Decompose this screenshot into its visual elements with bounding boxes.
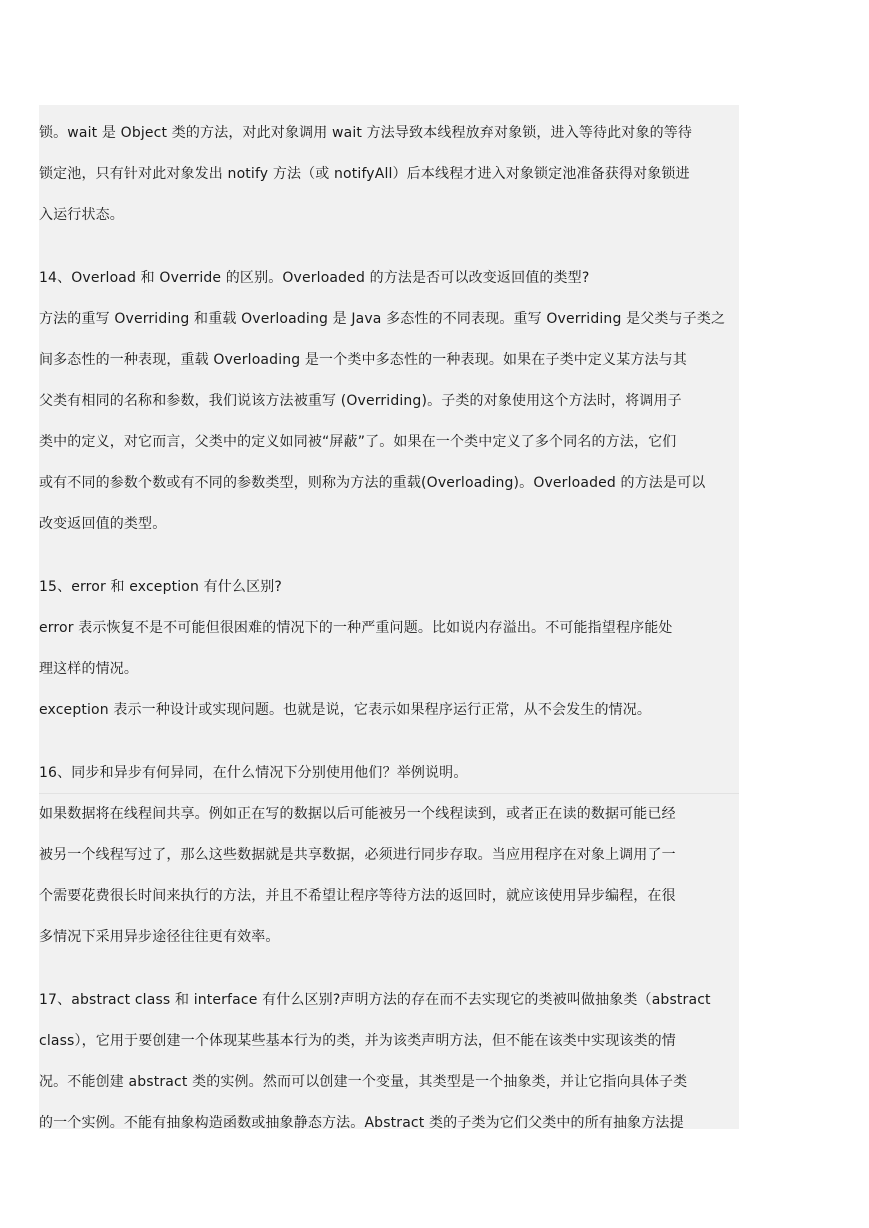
section-q15 xyxy=(39,567,739,731)
text-line: 改变返回值的类型。 xyxy=(39,516,167,532)
text-line: class），它用于要创建一个体现某些基本行为的类，并为该类声明方法，但不能在该类中实现该类的情 xyxy=(39,1033,676,1049)
text-line: 如果数据将在线程间共享。例如正在写的数据以后可能被另一个线程读到，或者正在读的数据可能已经 xyxy=(39,806,676,822)
paragraph-q13-tail xyxy=(39,113,739,236)
text-line: error 表示恢复不是不可能但很困难的情况下的一种严重问题。比如说内存溢出。不可能指望程序能处 xyxy=(39,620,673,636)
question-heading-17: 17、abstract class 和 interface 有什么区别?声明方法的存在而不去实现它的类被叫做抽象类（abstract xyxy=(39,992,711,1008)
text-line: 方法的重写 Overriding 和重载 Overloading 是 Java 多态性的不同表现。重写 Overriding 是父类与子类之 xyxy=(39,311,726,327)
question-heading-16: 16、同步和异步有何异同，在什么情况下分别使用他们？举例说明。 xyxy=(39,765,468,781)
text-line: 况。不能创建 abstract 类的实例。然而可以创建一个变量，其类型是一个抽象类，并让它指向具体子类 xyxy=(39,1074,688,1090)
text-line: 的一个实例。不能有抽象构造函数或抽象静态方法。Abstract 类的子类为它们父类中的所有抽象方法提 xyxy=(39,1115,684,1131)
section-q16 xyxy=(39,753,739,958)
document-content xyxy=(39,113,739,1144)
text-line: 入运行状态。 xyxy=(39,207,124,223)
section-q14 xyxy=(39,258,739,545)
text-line: 锁定池，只有针对此对象发出 notify 方法（或 notifyAll）后本线程才进入对象锁定池准备获得对象锁进 xyxy=(39,166,690,182)
document-page xyxy=(39,105,739,1129)
text-line: exception 表示一种设计或实现问题。也就是说，它表示如果程序运行正常，从不会发生的情况。 xyxy=(39,702,652,718)
text-line: 锁。wait 是 Object 类的方法，对此对象调用 wait 方法导致本线程放弃对象锁，进入等待此对象的等待 xyxy=(39,125,693,141)
text-line: 多情况下采用异步途径往往更有效率。 xyxy=(39,929,280,945)
section-q17 xyxy=(39,980,739,1144)
text-line: 个需要花费很长时间来执行的方法，并且不希望让程序等待方法的返回时，就应该使用异步编程，在很 xyxy=(39,888,676,904)
question-heading-14: 14、Overload 和 Override 的区别。Overloaded 的方法是否可以改变返回值的类型? xyxy=(39,270,590,286)
text-line: 被另一个线程写过了，那么这些数据就是共享数据，必须进行同步存取。当应用程序在对象上调用了一 xyxy=(39,847,676,863)
text-line: 理这样的情况。 xyxy=(39,661,139,677)
text-line: 类中的定义，对它而言，父类中的定义如同被“屏蔽”了。如果在一个类中定义了多个同名的方法，它们 xyxy=(39,434,677,450)
text-line: 间多态性的一种表现，重载 Overloading 是一个类中多态性的一种表现。如果在子类中定义某方法与其 xyxy=(39,352,687,368)
text-line: 父类有相同的名称和参数，我们说该方法被重写 (Overriding)。子类的对象使用这个方法时，将调用子 xyxy=(39,393,682,409)
question-heading-15: 15、error 和 exception 有什么区别? xyxy=(39,579,282,595)
text-line: 或有不同的参数个数或有不同的参数类型，则称为方法的重载(Overloading)。Overloaded 的方法是可以 xyxy=(39,475,706,491)
